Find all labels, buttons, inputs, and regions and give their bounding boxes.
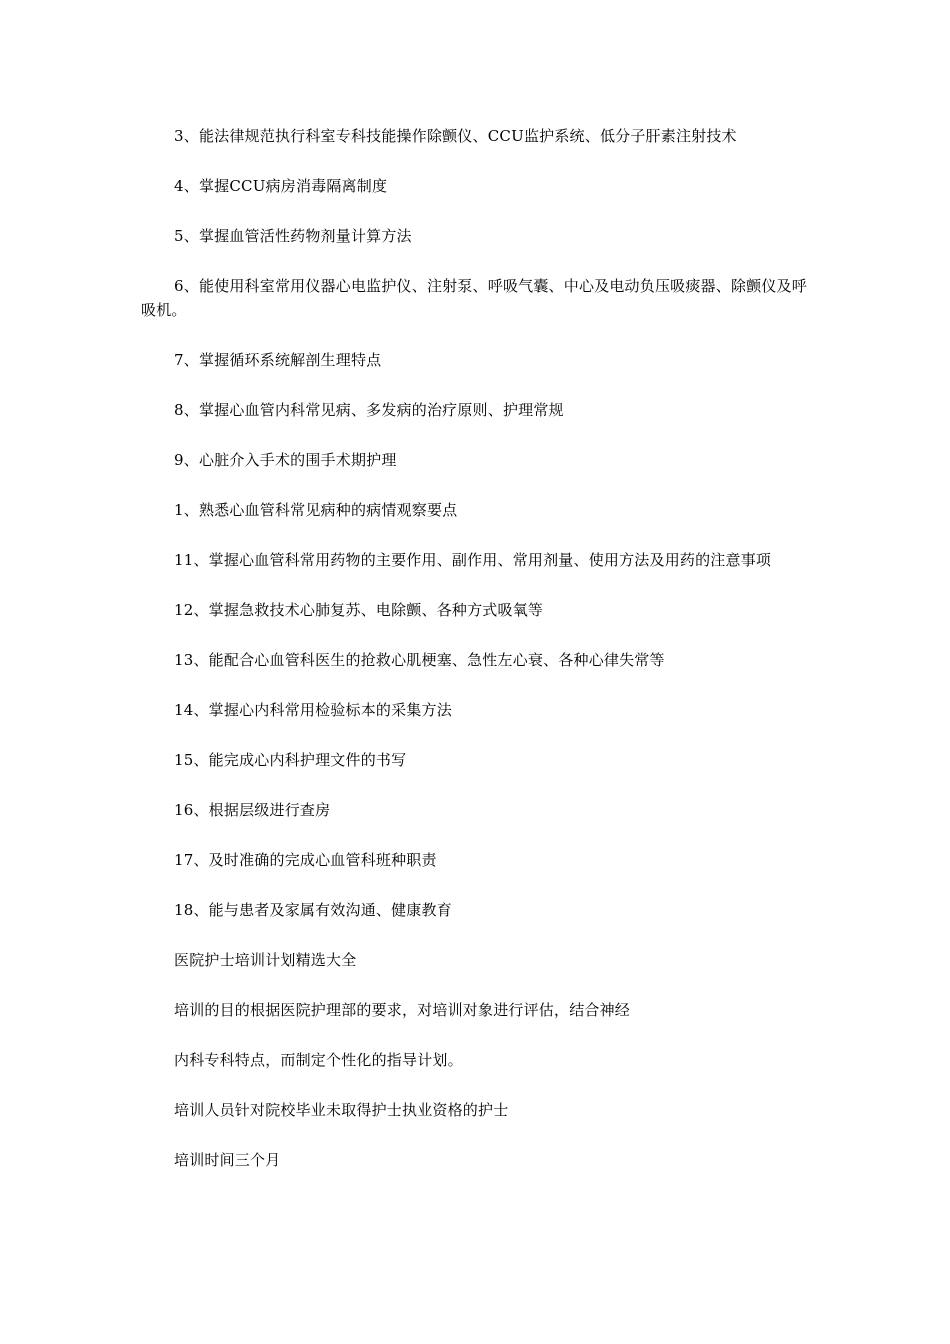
paragraph-4: 4、掌握CCU病房消毒隔离制度	[174, 177, 388, 195]
paragraph-11: 11、掌握心血管科常用药物的主要作用、副作用、常用剂量、使用方法及用药的注意事项	[174, 551, 772, 569]
paragraph-15: 15、能完成心内科护理文件的书写	[174, 751, 407, 769]
training-purpose-line-1: 培训的目的根据医院护理部的要求，对培训对象进行评估，结合神经	[174, 1001, 631, 1019]
section-heading: 医院护士培训计划精选大全	[174, 951, 357, 969]
paragraph-8: 8、掌握心血管内科常见病、多发病的治疗原则、护理常规	[174, 401, 564, 419]
paragraph-12: 12、掌握急救技术心肺复苏、电除颤、各种方式吸氧等	[174, 601, 544, 619]
paragraph-3: 3、能法律规范执行科室专科技能操作除颤仪、CCU监护系统、低分子肝素注射技术	[174, 127, 737, 145]
paragraph-6: 6、能使用科室常用仪器心电监护仪、注射泵、呼吸气囊、中心及电动负压吸痰器、除颤仪及呼吸机。	[141, 277, 807, 319]
paragraph-17: 17、及时准确的完成心血管科班种职责	[174, 851, 437, 869]
paragraph-18: 18、能与患者及家属有效沟通、健康教育	[174, 901, 452, 919]
paragraph-9: 9、心脏介入手术的围手术期护理	[174, 451, 397, 469]
paragraph-16: 16、根据层级进行查房	[174, 801, 331, 819]
paragraph-13: 13、能配合心血管科医生的抢救心肌梗塞、急性左心衰、各种心律失常等	[174, 651, 665, 669]
training-duration: 培训时间三个月	[174, 1151, 281, 1169]
training-personnel: 培训人员针对院校毕业未取得护士执业资格的护士	[174, 1101, 509, 1119]
paragraph-5: 5、掌握血管活性药物剂量计算方法	[174, 227, 412, 245]
paragraph-14: 14、掌握心内科常用检验标本的采集方法	[174, 701, 452, 719]
paragraph-10: 1、熟悉心血管科常见病种的病情观察要点	[174, 501, 458, 519]
paragraph-7: 7、掌握循环系统解剖生理特点	[174, 351, 382, 369]
training-purpose-line-2: 内科专科特点，而制定个性化的指导计划。	[174, 1051, 463, 1069]
document-body	[141, 124, 813, 1172]
